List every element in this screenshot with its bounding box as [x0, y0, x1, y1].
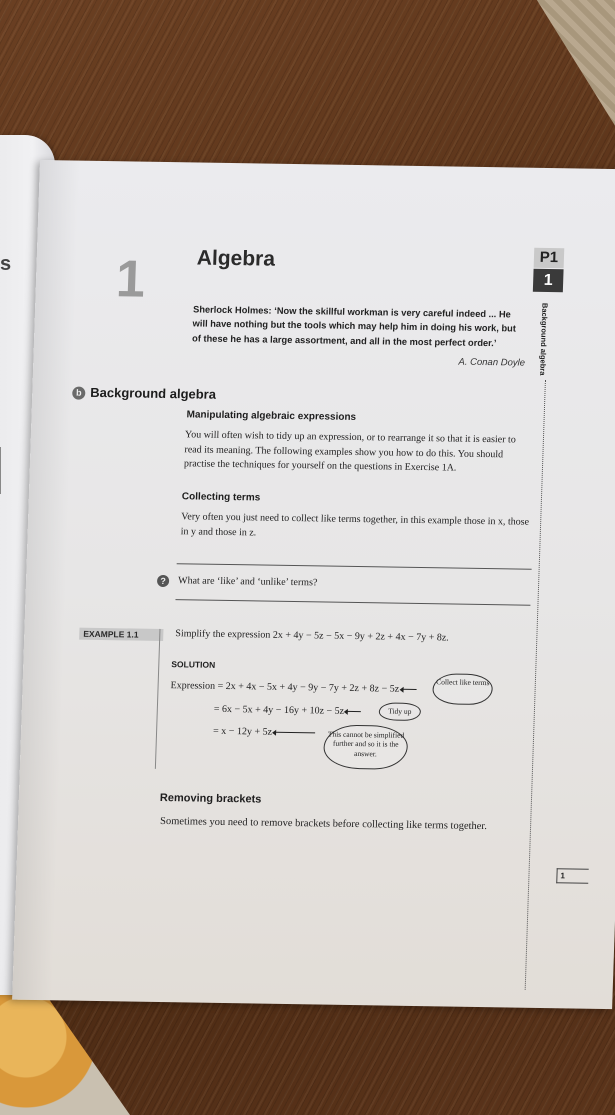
left-page-box	[0, 447, 1, 494]
example-label: EXAMPLE 1.1	[79, 628, 163, 641]
section-b-icon: b	[72, 387, 85, 400]
paragraph-removing: Sometimes you need to remove brackets before collecting like terms together.	[159, 815, 488, 833]
example-bar	[155, 629, 161, 769]
rug-background	[395, 0, 615, 190]
example-prompt: Simplify the expression 2x + 4y − 5z − 5x − 9y + 2z + 4x − 7y + 8z.	[175, 628, 449, 644]
paragraph-manipulating: You will often wish to tidy up an expression, or to rearrange it so that it is easier to read its meaning. The following examples show you how to do this. You should practise the techniques for yourself on the questions in Exercise 1A.	[183, 429, 516, 474]
callout-answer: This cannot be simplified further and so it is the answer.	[323, 725, 408, 770]
epigraph-author: A. Conan Doyle	[458, 356, 526, 369]
question-text: What are ‘like’ and ‘unlike’ terms?	[177, 575, 318, 589]
solution-label: SOLUTION	[171, 659, 216, 670]
chapter-number: 1	[115, 250, 146, 309]
heading-manipulating: Manipulating algebraic expressions	[186, 409, 357, 423]
heading-collecting: Collecting terms	[181, 491, 261, 504]
solution-step-3: = x − 12y + 5z	[213, 726, 315, 739]
left-page-fragment: s	[0, 253, 12, 275]
callout-collect: Collect like terms	[432, 673, 493, 705]
epigraph-quote: Sherlock Holmes: ‘Now the skillful workman is very careful indeed ... He will have nothing but the tools which may help him in doing his work, but of these he has a large assortment, and all in the most perfect order.’	[191, 304, 517, 349]
paragraph-collecting: Very often you just need to collect like terms together, in this example those in x, those in y and those in z.	[180, 511, 530, 538]
section-title: Background algebra	[90, 384, 217, 402]
chapter-title: Algebra	[196, 246, 276, 271]
divider	[177, 563, 532, 570]
page-number: 1	[556, 868, 588, 883]
tab-p1: P1	[534, 248, 565, 268]
solution-step-1: Expression = 2x + 4x − 5x + 4y − 9y − 7y + 2z + 8z − 5z	[170, 680, 416, 695]
question-icon: ?	[157, 575, 169, 587]
tab-chapter: 1	[533, 269, 564, 292]
arrow-icon	[275, 732, 315, 734]
textbook-page	[12, 160, 615, 1009]
callout-tidy: Tidy up	[379, 702, 422, 721]
solution-step-2: = 6x − 5x + 4y − 16y + 10z − 5z	[214, 704, 362, 717]
arrow-icon	[402, 689, 416, 690]
heading-removing: Removing brackets	[159, 791, 262, 806]
divider	[175, 599, 530, 606]
arrow-icon	[347, 711, 361, 712]
side-label: Background algebra	[538, 302, 550, 376]
toy-object	[0, 985, 130, 1115]
